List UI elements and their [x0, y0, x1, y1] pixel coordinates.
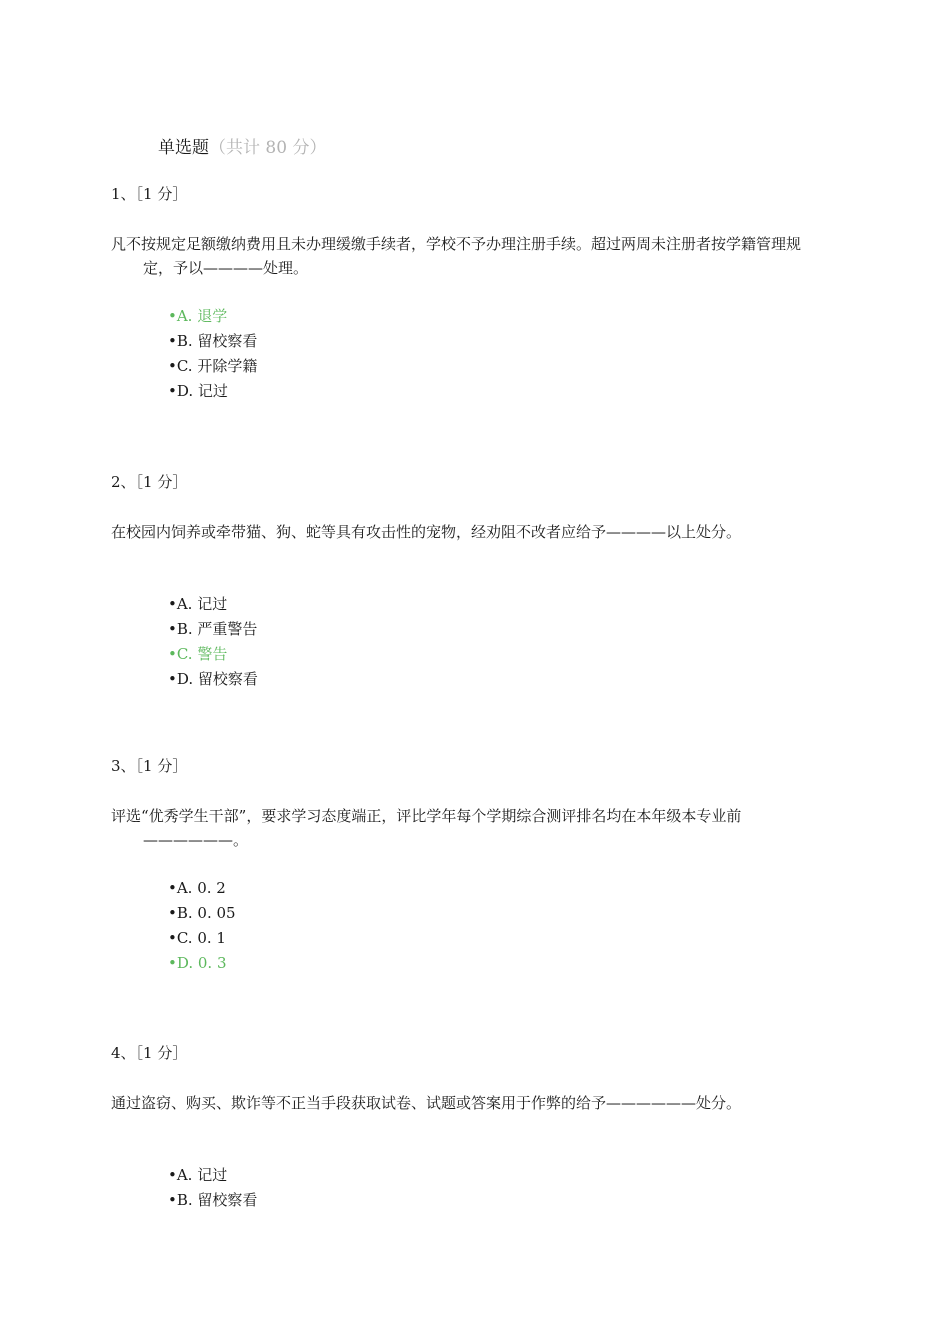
question-text: 凡不按规定足额缴纳费用且未办理缓缴手续者，学校不予办理注册手续。超过两周未注册者按学籍管理规定，予以————处理。 — [111, 235, 802, 277]
question-text: 在校园内饲养或牵带猫、狗、蛇等具有攻击性的宠物，经劝阻不改者应给予————以上处分。 — [111, 523, 742, 541]
question-text: 通过盗窃、购买、欺诈等不正当手段获取试卷、试题或答案用于作弊的给予——————处分。 — [111, 1094, 742, 1112]
option-b[interactable]: •B. 留校察看 — [168, 1191, 258, 1209]
option-d[interactable]: •D. 留校察看 — [168, 670, 258, 688]
option-d[interactable]: •D. 记过 — [168, 382, 228, 400]
section-title — [158, 136, 326, 160]
option-b[interactable]: •B. 0. 05 — [168, 904, 236, 922]
question-number: 4、［1 分］ — [111, 1044, 188, 1062]
option-b[interactable]: •B. 留校察看 — [168, 332, 258, 350]
option-list — [168, 304, 257, 404]
option-c[interactable]: •C. 开除学籍 — [168, 357, 258, 375]
option-c[interactable]: •C. 0. 1 — [168, 929, 226, 947]
question-number: 1、［1 分］ — [111, 185, 188, 203]
option-b[interactable]: •B. 严重警告 — [168, 620, 258, 638]
option-a[interactable]: •A. 记过 — [168, 1166, 228, 1184]
option-d[interactable]: •D. 0. 3 — [168, 954, 227, 972]
question-number: 2、［1 分］ — [111, 473, 188, 491]
question-number: 3、［1 分］ — [111, 757, 188, 775]
option-list — [168, 1163, 257, 1213]
option-list — [168, 592, 258, 692]
option-a[interactable]: •A. 记过 — [168, 595, 228, 613]
section-title-text: 单选题 — [158, 138, 209, 158]
option-list — [168, 876, 236, 976]
option-a[interactable]: •A. 退学 — [168, 307, 228, 325]
section-score-note: （共计 80 分） — [209, 138, 327, 158]
question-text: 评选“优秀学生干部”，要求学习态度端正，评比学年每个学期综合测评排名均在本年级本专业前——————。 — [111, 807, 742, 849]
option-a[interactable]: •A. 0. 2 — [168, 879, 226, 897]
option-c[interactable]: •C. 警告 — [168, 645, 228, 663]
